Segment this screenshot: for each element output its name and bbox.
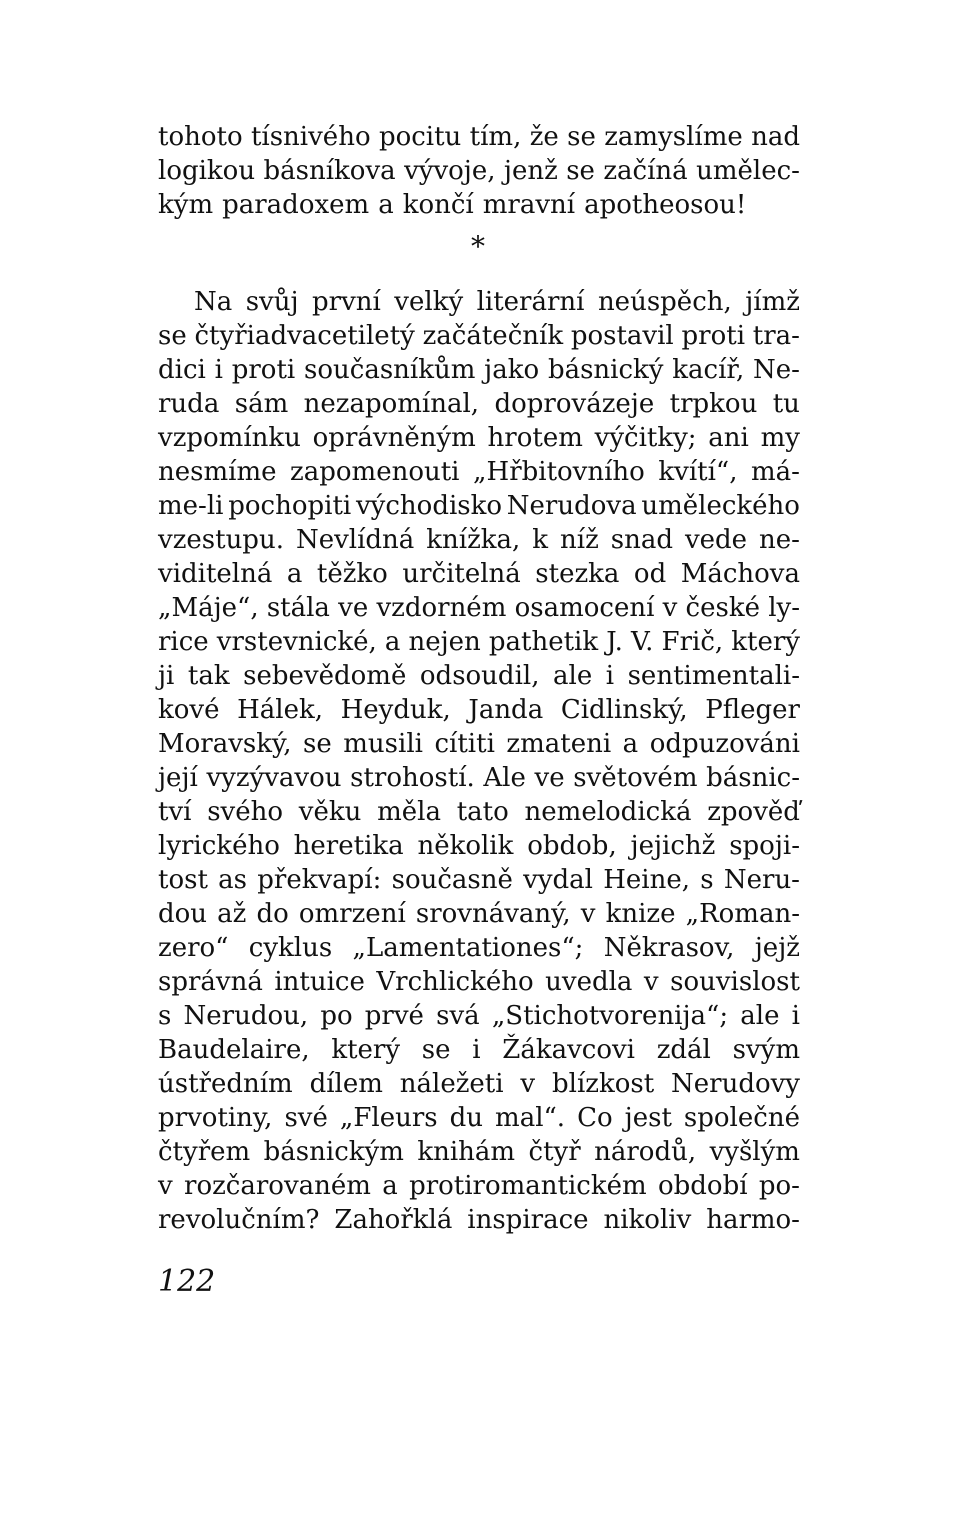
text-line: v rozčarovaném a protiromantickém období po- [158, 1171, 800, 1201]
text-line: ruda sám nezapomínal, doprovázeje trpkou tu [158, 389, 800, 419]
text-line: vzpomínku oprávněným hrotem výčitky; ani my [158, 423, 800, 453]
text-line: zero“ cyklus „Lamentationes“; Někrasov, jejž [158, 933, 800, 963]
text-line: vzestupu. Nevlídná knížka, k níž snad vede ne- [158, 525, 800, 555]
text-line: rice vrstevnické, a nejen pathetik J. V. Frič, který [158, 627, 800, 657]
text-line: Baudelaire, který se i Žákavcovi zdál svým [158, 1035, 800, 1065]
text-line: logikou básníkova vývoje, jenž se začíná umělec- [158, 156, 800, 186]
text-line: ji tak sebevědomě odsoudil, ale i sentimentali- [158, 661, 800, 691]
text-line: se čtyřiadvacetiletý začátečník postavil proti tra- [158, 321, 800, 351]
text-line: tost as překvapí: současně vydal Heine, s Neru- [158, 865, 800, 895]
text-line: Moravský, se musili cítiti zmateni a odpuzováni [158, 729, 800, 759]
text-line: čtyřem básnickým knihám čtyř národů, vyšlým [158, 1137, 800, 1167]
text-line: dici i proti současníkům jako básnický kacíř, Ne- [158, 355, 800, 385]
paragraph-top [158, 120, 800, 222]
text-line: Na svůj první velký literární neúspěch, jímž [194, 287, 800, 317]
text-line: dou až do omrzení srovnávaný, v knize „Roman- [158, 899, 800, 929]
text-line: kové Hálek, Heyduk, Janda Cidlinský, Pfleger [158, 695, 800, 725]
text-line: lyrického heretika několik obdob, jejichž spoji- [158, 831, 800, 861]
text-line: me-li pochopiti východisko Nerudova uměleckého [158, 491, 800, 521]
text-line: ústředním dílem náležeti v blízkost Nerudovy [158, 1069, 800, 1099]
text-line: správná intuice Vrchlického uvedla v souvislost [158, 967, 800, 997]
text-line: kým paradoxem a končí mravní apotheosou! [158, 190, 747, 220]
text-line: s Nerudou, po prvé svá „Stichotvorenija“; ale i [158, 1001, 800, 1031]
section-separator: * [471, 230, 485, 263]
text-line: revolučním? Zahořklá inspirace nikoliv harmo- [158, 1205, 800, 1235]
text-line: tohoto tísnivého pocitu tím, že se zamyslíme nad [158, 122, 800, 152]
text-line: nesmíme zapomenouti „Hřbitovního kvítí“, má- [158, 457, 800, 487]
text-line: prvotiny, své „Fleurs du mal“. Co jest společné [158, 1103, 800, 1133]
page-number: 122 [158, 1264, 216, 1299]
text-line: tví svého věku měla tato nemelodická zpověď [158, 797, 800, 827]
text-line: viditelná a těžko určitelná stezka od Máchova [158, 559, 800, 589]
text-line: její vyzývavou strohostí. Ale ve světovém básnic- [158, 763, 800, 793]
paragraph-main [158, 285, 800, 1237]
text-line: „Máje“, stála ve vzdorném osamocení v české ly- [158, 593, 800, 623]
